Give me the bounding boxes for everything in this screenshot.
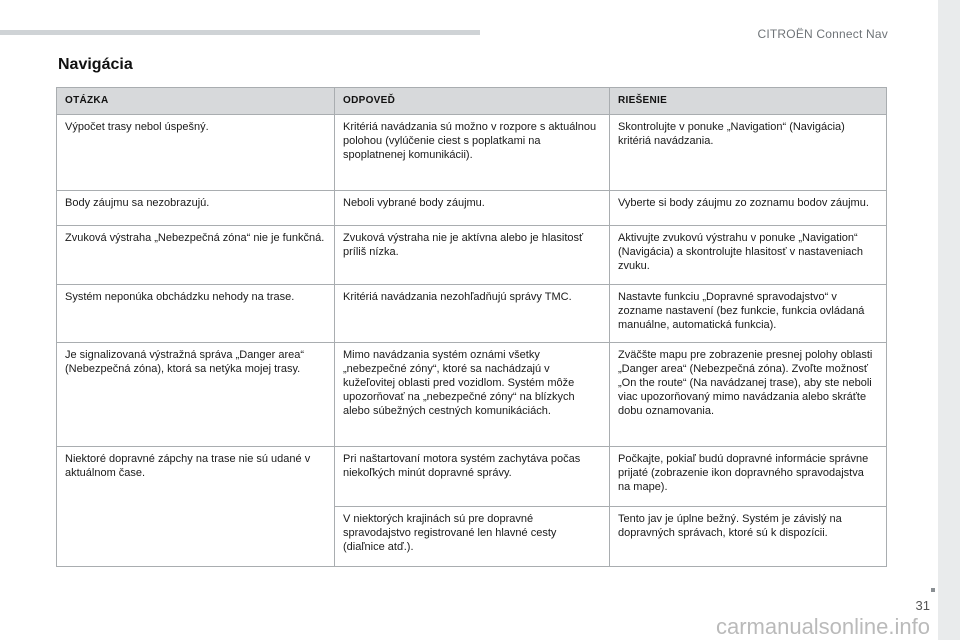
table-row	[57, 226, 887, 285]
answer-cell: Kritériá navádzania sú možno v rozpore s aktuálnou polohou (vylúčenie ciest s poplatkami na spoplatnenej komunikácii).	[335, 115, 610, 191]
question-cell: Výpočet trasy nebol úspešný.	[57, 115, 335, 191]
side-strip	[938, 0, 960, 640]
answer-cell: Kritériá navádzania nezohľadňujú správy TMC.	[335, 285, 610, 343]
top-rule	[0, 30, 480, 35]
table-row	[57, 285, 887, 343]
column-header-question: OTÁZKA	[57, 88, 335, 115]
solution-cell: Počkajte, pokiaľ budú dopravné informácie správne prijaté (zobrazenie ikon dopravného spravodajstva na mape).	[610, 447, 887, 507]
question-cell: Body záujmu sa nezobrazujú.	[57, 191, 335, 226]
solution-cell: Aktivujte zvukovú výstrahu v ponuke „Navigation“ (Navigácia) a skontrolujte hlasitosť v nastaveniach zvuku.	[610, 226, 887, 285]
table-row	[57, 115, 887, 191]
solution-cell: Tento jav je úplne bežný. Systém je závislý na dopravných správach, ktoré sú k dispozícii.	[610, 507, 887, 567]
answer-cell: Neboli vybrané body záujmu.	[335, 191, 610, 226]
answer-cell: Pri naštartovaní motora systém zachytáva počas niekoľkých minút dopravné správy.	[335, 447, 610, 507]
column-header-solution: RIEŠENIE	[610, 88, 887, 115]
brand-label: CITROËN Connect Nav	[757, 27, 888, 41]
troubleshooting-table	[56, 87, 887, 567]
solution-cell: Zväčšte mapu pre zobrazenie presnej polohy oblasti „Danger area“ (Nebezpečná zóna). Zvoľte možnosť „On the route“ (Na navádzanej trase), aby ste neboli viac upozorňovaný mimo navádzania alebo skráťte dobu oznamovania.	[610, 343, 887, 447]
question-cell: Je signalizovaná výstražná správa „Danger area“ (Nebezpečná zóna), ktorá sa netýka mojej trasy.	[57, 343, 335, 447]
page-number: 31	[915, 598, 930, 613]
column-header-answer: ODPOVEĎ	[335, 88, 610, 115]
answer-cell: V niektorých krajinách sú pre dopravné spravodajstvo registrované len hlavné cesty (diaľnice atď.).	[335, 507, 610, 567]
table-row	[57, 447, 887, 507]
page-marker	[931, 588, 935, 592]
solution-cell: Skontrolujte v ponuke „Navigation“ (Navigácia) kritériá navádzania.	[610, 115, 887, 191]
solution-cell: Vyberte si body záujmu zo zoznamu bodov záujmu.	[610, 191, 887, 226]
page-title: Navigácia	[58, 56, 133, 73]
table-row	[57, 343, 887, 447]
question-cell: Zvuková výstraha „Nebezpečná zóna“ nie je funkčná.	[57, 226, 335, 285]
solution-cell: Nastavte funkciu „Dopravné spravodajstvo“ v zozname nastavení (bez funkcie, funkcia ovládaná manuálne, automatická funkcia).	[610, 285, 887, 343]
question-cell: Systém neponúka obchádzku nehody na trase.	[57, 285, 335, 343]
watermark: carmanualsonline.info	[715, 614, 930, 639]
answer-cell: Mimo navádzania systém oznámi všetky „nebezpečné zóny“, ktoré sa nachádzajú v kužeľovitej oblasti pred vozidlom. Systém môže upozorňovať na „nebezpečné zóny“ na blízkych alebo súbežných cestných komunikáciách.	[335, 343, 610, 447]
table-row	[57, 191, 887, 226]
question-cell: Niektoré dopravné zápchy na trase nie sú udané v aktuálnom čase.	[57, 447, 335, 567]
table-header-row	[57, 88, 887, 115]
answer-cell: Zvuková výstraha nie je aktívna alebo je hlasitosť príliš nízka.	[335, 226, 610, 285]
